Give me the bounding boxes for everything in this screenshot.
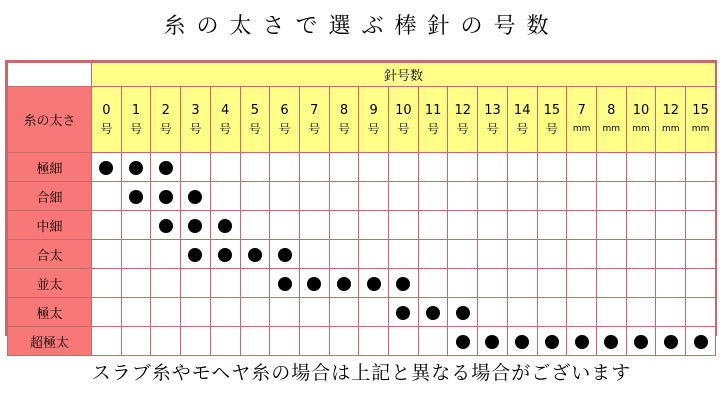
- table-cell: [507, 211, 537, 240]
- table-cell: [448, 182, 478, 211]
- recommended-mark-icon: [278, 248, 292, 262]
- table-cell: [418, 211, 448, 240]
- needle-column-unit: mm: [691, 123, 710, 134]
- table-cell: [329, 298, 359, 327]
- needle-column-number: 14: [513, 102, 531, 118]
- table-cell: [507, 240, 537, 269]
- needle-column-header: [329, 87, 359, 153]
- recommended-mark-icon: [456, 306, 470, 320]
- table-cell: [299, 182, 329, 211]
- table-cell: [210, 240, 240, 269]
- table-cell: [151, 211, 181, 240]
- table-cell: [478, 153, 508, 182]
- needle-column-unit: 号: [100, 121, 113, 136]
- table-cell: [686, 153, 716, 182]
- needle-column-number: 10: [395, 102, 412, 118]
- table-cell: [626, 153, 656, 182]
- table-cell: [448, 298, 478, 327]
- table-cell: [626, 240, 656, 269]
- table-cell: [240, 240, 270, 269]
- needle-column-header: [596, 87, 626, 153]
- needle-column-number: 15: [543, 102, 561, 118]
- needle-column-unit: mm: [602, 123, 621, 134]
- table-cell: [626, 327, 656, 356]
- table-cell: [537, 153, 567, 182]
- table-cell: [596, 211, 626, 240]
- table-cell: [240, 182, 270, 211]
- table-cell: [92, 240, 122, 269]
- table-cell: [389, 182, 419, 211]
- table-cell: [181, 153, 211, 182]
- needle-column-unit: 号: [130, 121, 143, 136]
- table-cell: [448, 269, 478, 298]
- needle-column-unit: 号: [308, 121, 321, 136]
- table-cell: [329, 153, 359, 182]
- table-cell: [359, 327, 389, 356]
- table-cell: [359, 240, 389, 269]
- recommended-mark-icon: [545, 335, 559, 349]
- table-row: [8, 298, 716, 327]
- needle-column-unit: 号: [456, 121, 469, 136]
- yarn-thickness-label: 極細: [8, 153, 92, 182]
- table-cell: [151, 182, 181, 211]
- recommended-mark-icon: [218, 219, 232, 233]
- needle-column-number: 0: [102, 102, 111, 118]
- table-cell: [537, 269, 567, 298]
- table-cell: [686, 327, 716, 356]
- recommended-mark-icon: [396, 277, 410, 291]
- table-cell: [567, 298, 597, 327]
- table-cell: [299, 211, 329, 240]
- needle-column-header: [92, 87, 122, 153]
- table-cell: [121, 153, 151, 182]
- table-cell: [567, 153, 597, 182]
- needle-column-number: 12: [454, 102, 472, 118]
- table-cell: [92, 269, 122, 298]
- needle-column-header: [240, 87, 270, 153]
- table-cell: [92, 153, 122, 182]
- table-cell: [329, 240, 359, 269]
- table-row: [8, 182, 716, 211]
- recommended-mark-icon: [604, 335, 618, 349]
- table-cell: [596, 298, 626, 327]
- table-cell: [626, 182, 656, 211]
- table-cell: [329, 327, 359, 356]
- table-cell: [596, 182, 626, 211]
- table-cell: [270, 182, 300, 211]
- table-cell: [151, 298, 181, 327]
- table-cell: [299, 240, 329, 269]
- table-cell: [537, 298, 567, 327]
- table-cell: [210, 327, 240, 356]
- needle-column-unit: 号: [427, 121, 440, 136]
- needle-column-number: 13: [484, 102, 501, 118]
- table-row: [8, 269, 716, 298]
- table-cell: [418, 327, 448, 356]
- table-cell: [686, 240, 716, 269]
- table-cell: [686, 182, 716, 211]
- needle-column-header: [418, 87, 448, 153]
- table-cell: [121, 298, 151, 327]
- table-cell: [626, 211, 656, 240]
- recommended-mark-icon: [485, 335, 499, 349]
- table-cell: [210, 182, 240, 211]
- recommended-mark-icon: [456, 335, 470, 349]
- table-cell: [210, 153, 240, 182]
- yarn-thickness-label: 超極太: [8, 327, 92, 356]
- yarn-thickness-label: 中細: [8, 211, 92, 240]
- yarn-thickness-label: 合太: [8, 240, 92, 269]
- recommended-mark-icon: [337, 277, 351, 291]
- recommended-mark-icon: [515, 335, 529, 349]
- table-cell: [121, 269, 151, 298]
- table-cell: [151, 269, 181, 298]
- table-cell: [151, 327, 181, 356]
- table-cell: [270, 211, 300, 240]
- table-cell: [270, 240, 300, 269]
- table-cell: [92, 182, 122, 211]
- table-cell: [478, 269, 508, 298]
- table-cell: [656, 240, 686, 269]
- needle-column-header: [478, 87, 508, 153]
- table-cell: [329, 269, 359, 298]
- recommended-mark-icon: [278, 277, 292, 291]
- needle-column-number: 11: [424, 102, 442, 118]
- needle-column-header: [686, 87, 716, 153]
- footer-note: スラブ糸やモヘヤ糸の場合は上記と異なる場合がございます: [91, 362, 632, 384]
- table-cell: [537, 182, 567, 211]
- table-cell: [210, 269, 240, 298]
- table-cell: [596, 327, 626, 356]
- yarn-thickness-label: 極太: [8, 298, 92, 327]
- needle-column-header: [299, 87, 329, 153]
- table-cell: [478, 298, 508, 327]
- needle-column-unit: 号: [486, 121, 499, 136]
- table-cell: [329, 211, 359, 240]
- table-cell: [121, 240, 151, 269]
- table-cell: [448, 240, 478, 269]
- needle-column-number: 7: [310, 102, 319, 118]
- table-cell: [656, 327, 686, 356]
- table-row: [8, 240, 716, 269]
- table-cell: [507, 182, 537, 211]
- table-cell: [448, 327, 478, 356]
- table-corner: [8, 63, 92, 87]
- table-cell: [418, 240, 448, 269]
- recommended-mark-icon: [188, 190, 202, 204]
- needle-size-table: [5, 60, 717, 351]
- needle-column-number: 7: [577, 102, 586, 118]
- needle-column-header: [626, 87, 656, 153]
- table-cell: [478, 211, 508, 240]
- table-cell: [656, 153, 686, 182]
- needle-size-grid: [7, 62, 716, 356]
- needle-column-unit: mm: [572, 123, 591, 134]
- needle-column-number: 15: [692, 102, 709, 118]
- table-cell: [418, 269, 448, 298]
- table-cell: [567, 240, 597, 269]
- table-cell: [92, 211, 122, 240]
- needle-size-header: 針号数: [92, 63, 716, 87]
- table-cell: [240, 153, 270, 182]
- recommended-mark-icon: [159, 161, 173, 175]
- needle-column-header: [537, 87, 567, 153]
- table-cell: [448, 211, 478, 240]
- needle-column-header: [121, 87, 151, 153]
- needle-column-number: 4: [221, 102, 230, 118]
- table-row: [8, 153, 716, 182]
- table-cell: [270, 269, 300, 298]
- needle-column-unit: 号: [278, 121, 291, 136]
- recommended-mark-icon: [694, 335, 708, 349]
- table-cell: [181, 211, 211, 240]
- table-cell: [121, 327, 151, 356]
- table-cell: [507, 269, 537, 298]
- table-cell: [240, 298, 270, 327]
- table-cell: [686, 211, 716, 240]
- needle-column-unit: 号: [219, 121, 232, 136]
- table-cell: [596, 269, 626, 298]
- yarn-thickness-label: 並太: [8, 269, 92, 298]
- needle-column-unit: 号: [337, 121, 350, 136]
- recommended-mark-icon: [664, 335, 678, 349]
- table-cell: [389, 269, 419, 298]
- needle-column-unit: 号: [367, 121, 380, 136]
- table-cell: [181, 182, 211, 211]
- needle-column-number: 6: [280, 102, 289, 118]
- needle-column-number: 8: [339, 102, 349, 118]
- needle-column-header: [656, 87, 686, 153]
- table-cell: [567, 211, 597, 240]
- table-cell: [299, 298, 329, 327]
- recommended-mark-icon: [129, 190, 143, 204]
- table-cell: [240, 269, 270, 298]
- table-cell: [359, 182, 389, 211]
- table-cell: [418, 153, 448, 182]
- needle-column-header: [210, 87, 240, 153]
- table-cell: [478, 240, 508, 269]
- table-cell: [329, 182, 359, 211]
- needle-column-header: [151, 87, 181, 153]
- table-cell: [389, 211, 419, 240]
- table-cell: [299, 327, 329, 356]
- needle-column-unit: 号: [189, 121, 202, 136]
- table-cell: [151, 240, 181, 269]
- needle-column-unit: mm: [632, 123, 650, 134]
- recommended-mark-icon: [218, 248, 232, 262]
- needle-column-unit: 号: [516, 121, 529, 136]
- table-cell: [567, 327, 597, 356]
- needle-column-header: [567, 87, 597, 153]
- table-cell: [270, 298, 300, 327]
- table-row: [8, 211, 716, 240]
- table-cell: [359, 153, 389, 182]
- recommended-mark-icon: [634, 335, 648, 349]
- table-cell: [448, 153, 478, 182]
- recommended-mark-icon: [159, 219, 173, 233]
- table-cell: [121, 211, 151, 240]
- table-cell: [240, 327, 270, 356]
- recommended-mark-icon: [188, 219, 202, 233]
- table-cell: [507, 298, 537, 327]
- table-cell: [389, 240, 419, 269]
- table-cell: [567, 182, 597, 211]
- recommended-mark-icon: [396, 306, 410, 320]
- table-row: [8, 327, 716, 356]
- needle-column-number: 2: [161, 102, 170, 118]
- table-cell: [299, 269, 329, 298]
- table-cell: [656, 298, 686, 327]
- table-cell: [151, 153, 181, 182]
- table-cell: [478, 327, 508, 356]
- recommended-mark-icon: [307, 277, 321, 291]
- table-cell: [507, 327, 537, 356]
- recommended-mark-icon: [99, 161, 113, 175]
- needle-column-number: 8: [607, 102, 616, 118]
- needle-column-number: 3: [191, 102, 200, 118]
- table-cell: [418, 182, 448, 211]
- table-cell: [210, 211, 240, 240]
- table-cell: [656, 182, 686, 211]
- yarn-thickness-header: 糸の太さ: [8, 87, 92, 153]
- table-cell: [359, 211, 389, 240]
- needle-column-unit: 号: [545, 121, 558, 136]
- table-cell: [418, 298, 448, 327]
- needle-column-number: 10: [632, 102, 650, 118]
- table-cell: [181, 327, 211, 356]
- table-cell: [121, 182, 151, 211]
- table-cell: [656, 211, 686, 240]
- recommended-mark-icon: [159, 190, 173, 204]
- table-cell: [626, 298, 656, 327]
- needle-column-number: 5: [250, 102, 259, 118]
- needle-column-number: 12: [662, 102, 679, 118]
- needle-column-number: 9: [369, 102, 378, 118]
- table-cell: [478, 182, 508, 211]
- needle-column-header: [359, 87, 389, 153]
- table-cell: [270, 327, 300, 356]
- needle-column-unit: mm: [661, 123, 680, 134]
- corner-label: [12, 66, 87, 83]
- table-cell: [596, 240, 626, 269]
- table-cell: [359, 298, 389, 327]
- table-cell: [270, 153, 300, 182]
- table-cell: [359, 269, 389, 298]
- recommended-mark-icon: [129, 161, 143, 175]
- page-title: 糸の太さで選ぶ棒針の号数: [163, 14, 560, 39]
- recommended-mark-icon: [426, 306, 440, 320]
- table-cell: [181, 269, 211, 298]
- table-cell: [389, 153, 419, 182]
- table-cell: [299, 153, 329, 182]
- recommended-mark-icon: [248, 248, 262, 262]
- table-cell: [240, 211, 270, 240]
- needle-column-header: [389, 87, 419, 153]
- needle-column-unit: 号: [159, 121, 172, 136]
- table-cell: [537, 327, 567, 356]
- table-cell: [567, 269, 597, 298]
- table-cell: [596, 153, 626, 182]
- table-cell: [389, 298, 419, 327]
- table-cell: [686, 298, 716, 327]
- yarn-thickness-label: 合細: [8, 182, 92, 211]
- needle-column-header: [270, 87, 300, 153]
- table-cell: [507, 153, 537, 182]
- table-cell: [389, 327, 419, 356]
- recommended-mark-icon: [188, 248, 202, 262]
- needle-column-header: [448, 87, 478, 153]
- table-cell: [210, 298, 240, 327]
- needle-column-header: [507, 87, 537, 153]
- needle-column-unit: 号: [248, 121, 261, 136]
- table-cell: [92, 327, 122, 356]
- recommended-mark-icon: [575, 335, 589, 349]
- table-cell: [537, 240, 567, 269]
- table-cell: [181, 298, 211, 327]
- needle-column-unit: 号: [397, 121, 410, 136]
- needle-column-header: [181, 87, 211, 153]
- table-cell: [686, 269, 716, 298]
- recommended-mark-icon: [367, 277, 381, 291]
- table-cell: [626, 269, 656, 298]
- table-cell: [92, 298, 122, 327]
- needle-column-number: 1: [131, 102, 141, 118]
- table-cell: [656, 269, 686, 298]
- table-cell: [537, 211, 567, 240]
- table-cell: [181, 240, 211, 269]
